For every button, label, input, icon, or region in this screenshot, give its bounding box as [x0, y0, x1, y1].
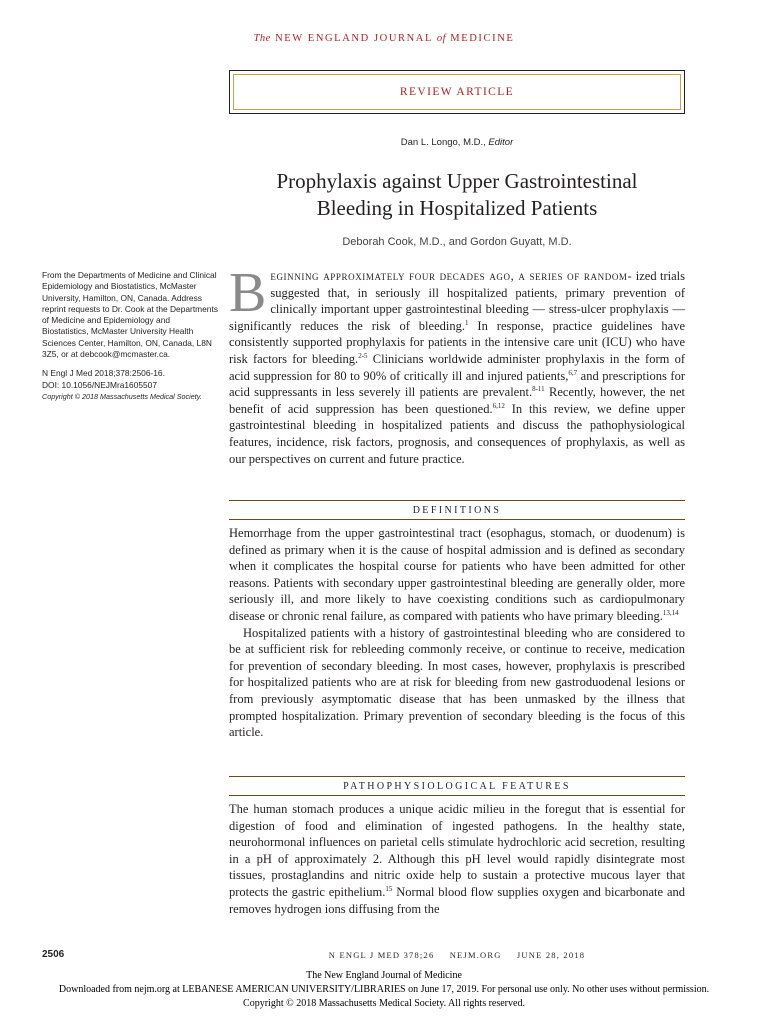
- reference-marker: 15: [385, 884, 393, 893]
- doi-line: DOI: 10.1056/NEJMra1605507: [42, 379, 157, 390]
- reference-marker: 6,12: [492, 401, 505, 410]
- journal-header-the: The: [253, 33, 271, 44]
- footer-site: NEJM.ORG: [449, 950, 502, 960]
- patho-paragraph-1: The human stomach produces a unique acidic milieu in the foregut that is essential for digestion of food and elimination of ingested pathogens. In the healthy state, neurohormonal influences on parietal cells stimulate hydrochloric acid secretion, resulting in a pH of approximately 2. Although this pH level would rapidly disintegrate most tissues, prostaglandins and nitric oxide help to sustain a protective mucous layer that protects the gastric epithelium.$^{15}$ Normal blood flow supplies oxygen and bicarbonate and removes hydrogen ions diffusing from the: [229, 802, 685, 916]
- patho-section: [229, 801, 685, 917]
- article-title-line-2: Bleeding in Hospitalized Patients: [316, 196, 598, 220]
- article-type-label: REVIEW ARTICLE: [399, 86, 515, 98]
- page-number: 2506: [42, 949, 65, 960]
- definitions-paragraph-1: Hemorrhage from the upper gastrointestinal tract (esophagus, stomach, or duodenum) is defined as primary when it is the cause of hospital admission and is defined as secondary when it complicates the hospital course for patients who have been admitted for other reasons. Patients with secondary upper gastrointestinal bleeding are generally older, more seriously ill, and more likely to have coexisting conditions such as cardiopulmonary disease or chronic renal failure, as compared with patients who have primary bleeding.$^{13,14}$: [229, 526, 685, 623]
- reference-marker: 2-5: [358, 351, 368, 360]
- journal-header-name-b: MEDICINE: [450, 33, 515, 44]
- citation-line: N Engl J Med 2018;378:2506-16.: [42, 368, 165, 379]
- reference-marker: 13,14: [662, 608, 679, 617]
- sidebar-notes: [42, 270, 218, 402]
- article-type-box: [229, 70, 685, 114]
- intro-lead-caps: eginning approximately four decades ago, a series of random-: [270, 269, 633, 283]
- copyright-line: Copyright © 2018 Massachusetts Medical Society.: [42, 391, 202, 401]
- drop-cap: B: [229, 262, 267, 324]
- footer-journal: N ENGL J MED 378;26: [328, 950, 435, 960]
- editor-line: [229, 137, 685, 148]
- editor-role: Editor: [488, 137, 514, 148]
- article-title-line-1: Prophylaxis against Upper Gastrointestinal: [276, 169, 638, 193]
- intro-section: [229, 262, 686, 467]
- reference-marker: 1: [464, 318, 469, 327]
- article-type-inner-frame: [233, 74, 681, 110]
- journal-header: [0, 33, 768, 44]
- patho-heading: PATHOPHYSIOLOGICAL FEATURES: [343, 780, 571, 792]
- journal-header-of: of: [436, 33, 447, 44]
- patho-heading-bar: [229, 776, 685, 796]
- definitions-section: [229, 525, 685, 741]
- definitions-paragraph-2: Hospitalized patients with a history of gastrointestinal bleeding who are considered to be at sufficient risk for rebleeding commonly receive, or continue to receive, medication for prevention of secondary bleeding. In most cases, however, prophylaxis is prescribed for hospitalized patients who are at risk for bleeding from new gastroduodenal lesions or from previously asymptomatic disease that has been unmasked by the illness that prompted hospitalization. Primary prevention of secondary bleeding is the focus of this article.: [229, 625, 685, 740]
- author-list: Deborah Cook, M.D., and Gordon Guyatt, M.D.: [342, 236, 572, 248]
- footer-citation: [229, 950, 685, 960]
- footer-date: JUNE 28, 2018: [516, 950, 586, 960]
- article-title: [229, 168, 685, 222]
- reference-marker: 8-11: [532, 385, 545, 394]
- journal-header-name-a: NEW ENGLAND JOURNAL: [275, 33, 433, 44]
- download-notice: Downloaded from nejm.org at LEBANESE AMERICAN UNIVERSITY/LIBRARIES on June 17, 2019. For personal use only. No other uses without permission.: [58, 984, 710, 995]
- download-copyright: Copyright © 2018 Massachusetts Medical Society. All rights reserved.: [243, 998, 525, 1009]
- download-title: The New England Journal of Medicine: [306, 970, 462, 981]
- reference-marker: 6,7: [568, 368, 578, 377]
- definitions-heading: DEFINITIONS: [412, 504, 502, 516]
- editor-name: Dan L. Longo, M.D.,: [400, 137, 486, 148]
- intro-paragraph: Beginning approximately four decades ago, a series of random- ized trials suggested that, in seriously ill hospitalized patients, primary prevention of clinically important upper gastrointestinal bleeding — stress-ulcer prophylaxis — significantly reduces the risk of bleeding.$^1$ In response, practice guidelines have consistently supported prophylaxis for patients in the intensive care unit (ICU) who have risk factors for bleeding.$^{2-5}$ Clinicians worldwide administer prophylaxis in the form of acid suppression for 80 to 90% of critically ill and injured patients,$^{6,7}$ and prescriptions for acid suppressants in less severely ill patients are prevalent.$^{8-11}$ Recently, however, the net benefit of acid suppression has been questioned.$^{6,12}$ In this review, we define upper gastrointestinal bleeding in hospitalized patients and discuss the pathophysiological features, incidence, risk factors, prognosis, and consequences of prophylaxis, as well as our perspectives on current and future practice.: [229, 262, 686, 466]
- affiliation-note: From the Departments of Medicine and Clinical Epidemiology and Biostatistics, McMaster University, Hamilton, ON, Canada. Address reprint requests to Dr. Cook at the Departments of Medicine and Epidemiology and Biostatistics, McMaster University Health Sciences Center, Hamilton, ON, Canada, L8N 3Z5, or at debcook@mcmaster.ca.: [42, 270, 218, 360]
- definitions-heading-bar: [229, 500, 685, 520]
